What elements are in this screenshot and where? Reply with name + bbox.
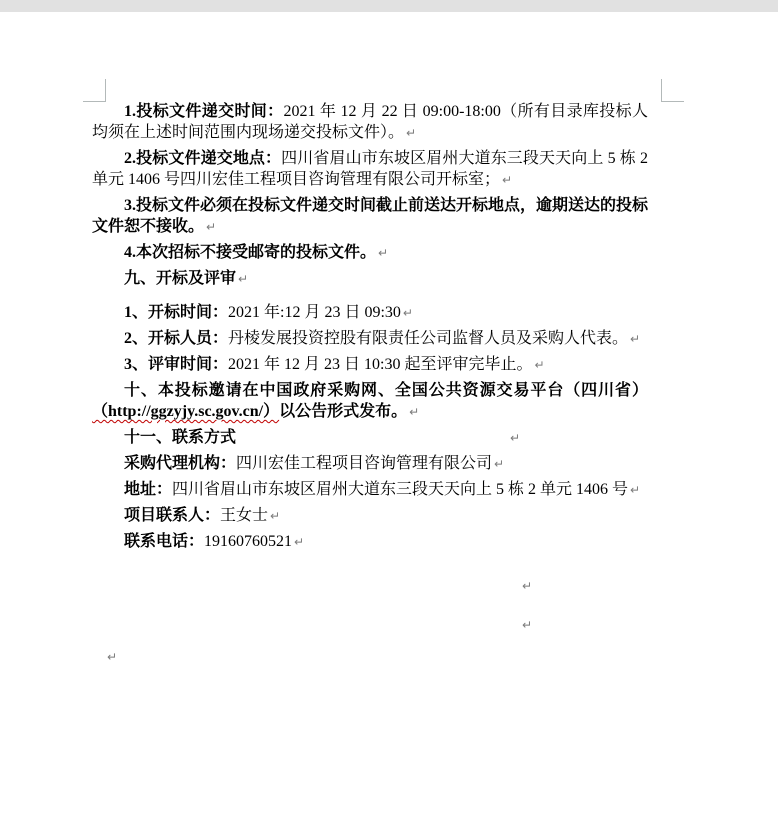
paragraph-mark-icon: ↵ [406, 126, 417, 140]
paragraph-text: 丹棱发展投资控股有限责任公司监督人员及采购人代表。 [228, 330, 629, 347]
paragraph-mark-icon: ↵ [378, 246, 389, 260]
paragraph-text: 2021 年:12 月 23 日 09:30 [228, 304, 401, 321]
heading-text: 九、开标及评审 [124, 270, 237, 287]
heading-section-nine[interactable] [92, 268, 648, 290]
paragraph-mark-icon: ↵ [502, 173, 513, 187]
paragraph-text: 四川省眉山市东坡区眉州大道东三段天天向上 5 栋 2 单元 1406 号 [172, 481, 629, 498]
paragraph-mark-icon: ↵ [630, 483, 641, 497]
paragraph-label: 2.投标文件递交地点： [124, 150, 282, 167]
heading-section-eleven[interactable] [92, 427, 648, 449]
margin-corner-mark-top-right-horizontal [661, 101, 684, 102]
paragraph-text: 19160760521 [204, 533, 293, 550]
paragraph-opening-time[interactable] [92, 302, 648, 324]
paragraph-mark-icon: ↵ [238, 272, 249, 286]
paragraph-announcement[interactable] [92, 380, 648, 423]
paragraph-mark-icon: ↵ [409, 405, 420, 419]
paragraph-mark-icon: ↵ [294, 535, 305, 549]
paragraph-opening-staff[interactable] [92, 328, 648, 350]
paragraph-mark-icon: ↵ [402, 306, 413, 320]
paragraph-mark-icon: ↵ [534, 358, 545, 372]
paragraph-mark-icon: ↵ [522, 579, 533, 593]
paragraph-text-bold: 3.投标文件必须在投标文件递交时间截止前送达开标地点，逾期送达的投标文件恕不接收。 [92, 197, 649, 235]
margin-corner-mark-top-left-vertical [105, 79, 106, 102]
paragraph-address[interactable] [92, 479, 648, 501]
paragraph-submission-place[interactable] [92, 148, 648, 191]
paragraph-text: 2021 年 12 月 22 日 09:00-18:00（所有目录库投标人均须在上述时间范围内现场递交投标文件）。 [92, 103, 648, 141]
paragraph-deadline-rule[interactable] [92, 195, 648, 238]
paragraph-text-bold: 4.本次招标不接受邮寄的投标文件。 [124, 244, 377, 261]
paragraph-text: 2021 年 12 月 23 日 10:30 起至评审完毕止。 [228, 356, 533, 373]
empty-paragraph[interactable] [92, 575, 648, 597]
heading-text: 十一、联系方式 [124, 429, 237, 446]
margin-corner-mark-top-right-vertical [661, 79, 662, 102]
document-text-area[interactable] [92, 101, 648, 672]
paragraph-mark-icon: ↵ [630, 332, 641, 346]
paragraph-label: 采购代理机构： [124, 455, 237, 472]
paragraph-text-bold: 十、本投标邀请在中国政府采购网、全国公共资源交易平台（四川省） [124, 382, 648, 399]
paragraph-submission-time[interactable] [92, 101, 648, 144]
paragraph-mark-icon: ↵ [270, 509, 281, 523]
app-background-strip [0, 0, 778, 12]
paragraph-review-time[interactable] [92, 354, 648, 376]
paragraph-mark-icon: ↵ [206, 220, 217, 234]
empty-paragraph[interactable] [92, 646, 648, 668]
announcement-url-link[interactable]: （http://ggzyjy.sc.gov.cn/） [92, 403, 280, 420]
paragraph-label: 3、评审时间： [124, 356, 229, 373]
paragraph-contact-phone[interactable] [92, 531, 648, 553]
paragraph-mark-icon: ↵ [107, 650, 118, 664]
paragraph-label: 1.投标文件递交时间： [124, 103, 284, 120]
paragraph-label: 2、开标人员： [124, 330, 229, 347]
paragraph-label: 地址： [124, 481, 173, 498]
paragraph-text: 王女士 [220, 507, 269, 524]
paragraph-spacer [236, 429, 508, 446]
paragraph-label: 项目联系人： [124, 507, 221, 524]
empty-paragraph[interactable] [92, 614, 648, 636]
paragraph-label: 1、开标时间： [124, 304, 229, 321]
paragraph-text: 四川省眉山市东坡区眉州大道东三段天天向上 5 栋 2 单元 1406 号四川宏佳工程项目咨询管理有限公司开标室； [92, 150, 648, 188]
paragraph-text: 四川宏佳工程项目咨询管理有限公司 [236, 455, 493, 472]
paragraph-text-bold: 以公告形式发布。 [279, 403, 408, 420]
paragraph-mark-icon: ↵ [494, 457, 505, 471]
paragraph-no-mail-rule[interactable] [92, 242, 648, 264]
paragraph-contact-person[interactable] [92, 505, 648, 527]
paragraph-mark-icon: ↵ [522, 618, 533, 632]
paragraph-agency[interactable] [92, 453, 648, 475]
paragraph-label: 联系电话： [124, 533, 205, 550]
paragraph-mark-icon: ↵ [510, 431, 521, 445]
